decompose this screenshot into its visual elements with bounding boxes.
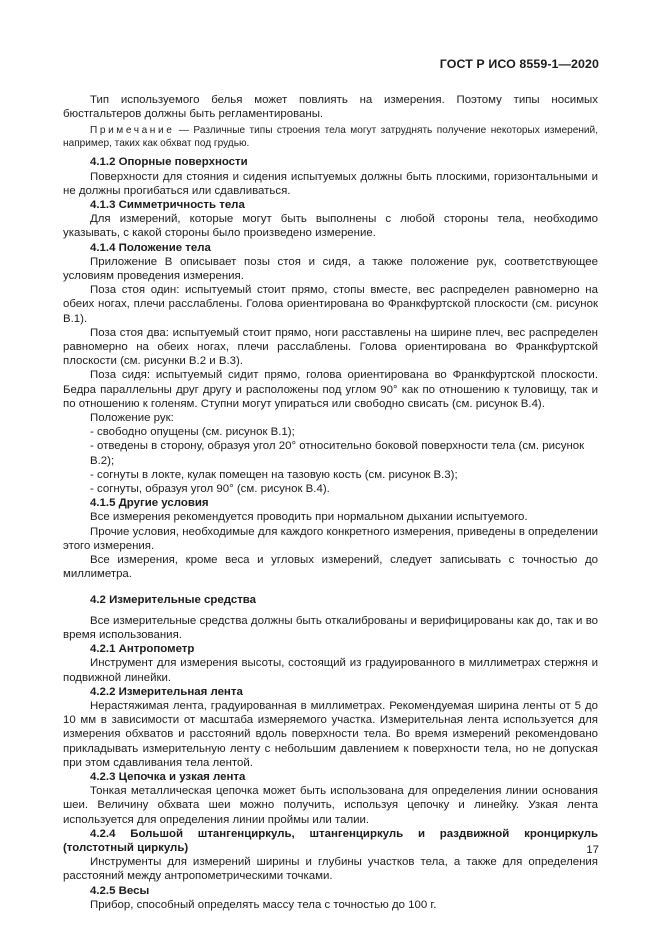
page-body <box>63 93 598 912</box>
section-4-1-5-title: 4.1.5 Другие условия <box>90 497 209 510</box>
note-label: Примечание <box>90 125 175 137</box>
section-4-1-2-title: 4.1.2 Опорные поверхности <box>90 156 248 169</box>
section-4-1-5-p3: Все измерения, кроме веса и угловых измерений, следует записывать с точностью до миллиметра. <box>63 554 598 581</box>
section-4-2-2-title: 4.2.2 Измерительная лента <box>90 685 243 698</box>
section-4-2-4-text: Инструменты для измерений ширины и глубины участков тела, а также для определения расстояний между антропометрическими точками. <box>63 856 598 883</box>
section-4-1-4-p3: Поза стоя два: испытуемый стоит прямо, ноги расставлены на ширине плеч, вес распределен равномерно на обеих ногах, плечи расслаблены. Голова ориентирована во Франкфуртской плоскости (см. рисунки В.2 и В.3). <box>63 326 598 368</box>
section-4-1-4-p2: Поза стоя один: испытуемый стоит прямо, стопы вместе, вес распределен равномерно на обеих ногах, плечи расслаблены. Голова ориентирована во Франкфуртской плоскости (см. рисунок В.1). <box>63 284 598 325</box>
spacer <box>63 582 598 593</box>
section-4-1-3-title: 4.1.3 Симметричность тела <box>90 199 245 212</box>
page-number: 17 <box>586 844 599 856</box>
section-4-2-text: Все измерительные средства должны быть откалиброваны и верифицированы как до, так и во время использования. <box>63 614 598 641</box>
section-4-2-1-text: Инструмент для измерения высоты, состоящий из градуированного в миллиметрах стержня и подвижной линейки. <box>63 657 598 684</box>
note-text: — Различные типы строения тела могут затруднять получение некоторых измерений, например, таких как обхват под грудью. <box>63 125 598 150</box>
intro-paragraph: Тип используемого белья может повлиять на измерения. Поэтому типы носимых бюстгальтеров должны быть регламентированы. <box>63 94 598 121</box>
section-4-2-1-title: 4.2.1 Антропометр <box>90 643 195 656</box>
section-4-1-5-p1: Все измерения рекомендуется проводить при нормальном дыхании испытуемого. <box>90 511 528 524</box>
section-4-2-4-title: 4.2.4 Большой штангенциркуль, штангенциркуль и раздвижной кронциркуль (толстотный циркуль) <box>63 827 598 854</box>
note <box>63 124 598 150</box>
section-4-1-4-title: 4.1.4 Положение тела <box>90 241 211 254</box>
section-4-2-title: 4.2 Измерительные средства <box>90 593 257 606</box>
section-4-2-5-title: 4.2.5 Весы <box>90 884 150 897</box>
section-4-2-3-title: 4.2.3 Цепочка и узкая лента <box>90 770 246 783</box>
section-4-1-5-p2: Прочие условия, необходимые для каждого конкретного измерения, приведены в определении этого измерения. <box>63 525 598 552</box>
section-4-2-3-text: Тонкая металлическая цепочка может быть использована для определения линии основания шеи. Величину обхвата шеи можно получить, используя цепочку и линейку. Узкая лента используется для определения линии проймы или талии. <box>63 785 598 826</box>
list-item: - согнуты, образуя угол 90° (см. рисунок В.4). <box>90 483 330 496</box>
section-4-1-2-text: Поверхности для стояния и сидения испытуемых должны быть плоскими, горизонтальными и не должны прогибаться или сдавливаться. <box>63 170 598 197</box>
section-4-1-3-text: Для измерений, которые могут быть выполнены с любой стороны тела, необходимо указывать, с какой стороны было произведено измерение. <box>63 213 598 240</box>
document-header: ГОСТ Р ИСО 8559-1—2020 <box>439 57 599 71</box>
spacer <box>63 607 598 614</box>
list-item: - согнуты в локте, кулак помещен на тазовую кость (см. рисунок В.3); <box>90 468 458 481</box>
list-item: - свободно опущены (см. рисунок В.1); <box>90 426 295 439</box>
section-4-1-4-p4: Поза сидя: испытуемый сидит прямо, голова ориентирована во Франкфуртской плоскости. Бедра параллельны друг другу и расположены под углом 90° как по отношению к туловищу, так и по отношению к голеням. Ступни могут упираться или свободно свисать (см. рисунок В.4). <box>63 369 598 410</box>
section-4-1-4-p1: Приложение В описывает позы стоя и сидя, а также положение рук, соответствующее условиям проведения измерения. <box>63 255 598 283</box>
section-4-2-2-text: Нерастяжимая лента, градуированная в миллиметрах. Рекомендуемая ширина ленты от 5 до 10 мм в зависимости от масштаба измеряемого участка. Измерительная лента используется для измерения обхватов и расстояний вдоль поверхности тела. Во время измерений рекомендовано прикладывать измерительную ленту с небольшим давлением к поверхности тела, но не допуская при этом сдавливания тела лентой. <box>63 699 598 769</box>
section-4-2-5-text: Прибор, способный определять массу тела с точностью до 100 г. <box>90 898 437 911</box>
arms-position-title: Положение рук: <box>90 412 174 425</box>
list-item: - отведены в сторону, образуя угол 20° относительно боковой поверхности тела (см. рисунок В.2); <box>90 440 585 467</box>
